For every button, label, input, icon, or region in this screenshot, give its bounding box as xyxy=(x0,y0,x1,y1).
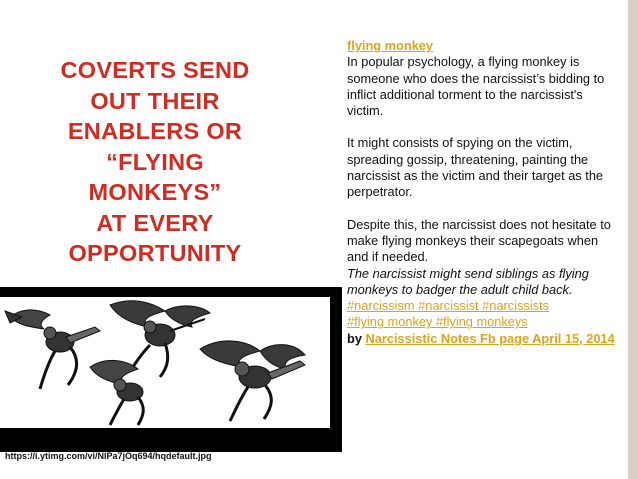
image-source-caption: https://i.ytimg.com/vi/NlPa7jOq694/hqdefault.jpg xyxy=(5,451,212,461)
decorative-side-bar xyxy=(628,0,638,479)
flying-monkey-figure xyxy=(200,341,305,421)
flying-monkey-figure xyxy=(90,360,143,425)
title-line: OUT THEIR xyxy=(90,87,220,114)
hashtags-link[interactable]: #flying monkey #flying monkeys xyxy=(347,314,528,330)
hashtags-link[interactable]: #narcissism #narcissist #narcissists xyxy=(347,298,549,314)
source-link[interactable]: Narcissistic Notes Fb page April 15, 2014 xyxy=(365,330,615,346)
paragraph-spacer xyxy=(347,201,619,217)
title-line: COVERTS SEND xyxy=(60,57,250,83)
slide-title xyxy=(20,55,290,269)
flying-monkeys-image xyxy=(0,297,330,428)
title-line: MONKEYS” xyxy=(88,179,222,205)
title-line: “FLYING xyxy=(106,148,204,175)
paragraph-definition: In popular psychology, a flying monkey is someone who does the narcissist’s bidding to inflict additional torment to the narcissist's victim. xyxy=(347,54,605,119)
title-line: OPPORTUNITY xyxy=(68,240,242,266)
italic-note: The narcissist might send siblings as flying monkeys to badger the adult child back. xyxy=(347,265,589,297)
title-line: AT EVERY xyxy=(96,209,214,236)
flying-monkey-figure xyxy=(5,310,100,389)
paragraph-spacer xyxy=(347,119,619,135)
flying-monkey-link[interactable]: flying monkey xyxy=(347,38,434,53)
title-line: ENABLERS OR xyxy=(67,118,243,144)
paragraph-tactics: It might consists of spying on the victim, spreading gossip, threatening, painting the narcissist as the victim and their target as the perpetrator. xyxy=(347,135,604,200)
paragraph-scapegoats: Despite this, the narcissist does not hesitate to make flying monkeys their scapegoats when and if needed. xyxy=(347,216,611,265)
article-text xyxy=(347,38,619,347)
flying-monkeys-illustration xyxy=(0,297,330,428)
by-label: by xyxy=(347,330,362,346)
